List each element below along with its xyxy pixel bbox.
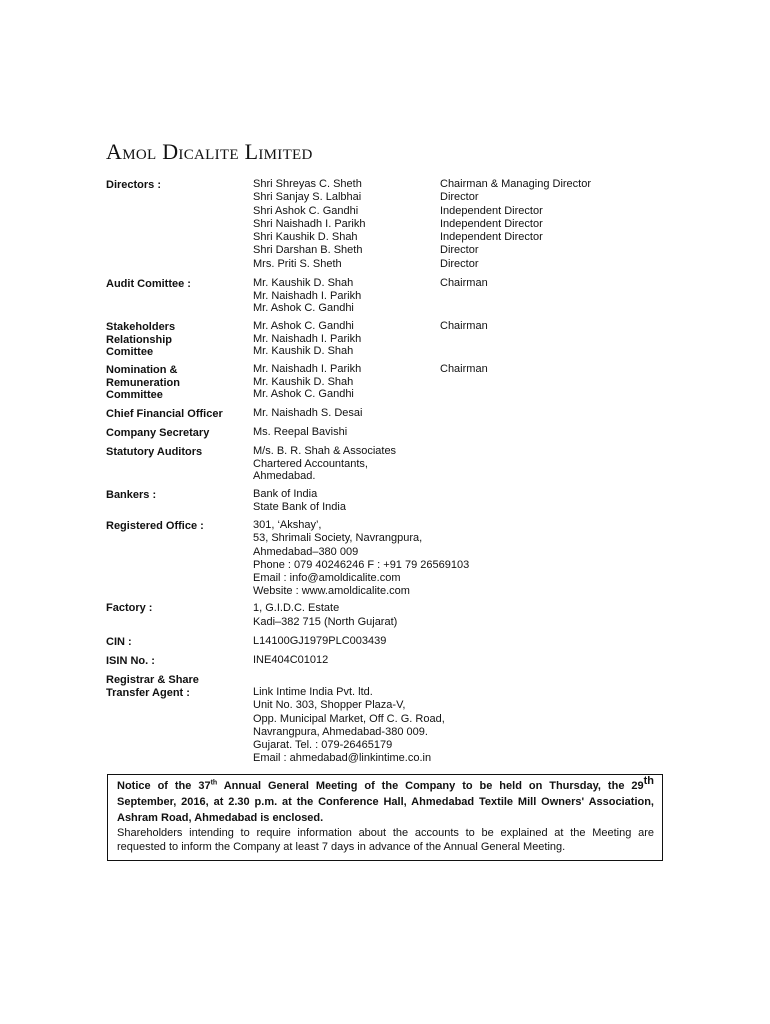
email-line: Email : info@amoldicalite.com	[253, 572, 401, 585]
factory-value	[253, 601, 397, 629]
registrar-value	[253, 686, 445, 766]
address-line: Link Intime India Pvt. ltd.	[253, 686, 373, 698]
label-line: Transfer Agent :	[106, 686, 190, 699]
notice-text-part: Annual General Meeting of the Company to be held on Thursday, the 29	[217, 780, 644, 792]
nomination-committee-members	[253, 363, 361, 401]
address-line: Opp. Municipal Market, Off C. G. Road,	[253, 712, 445, 725]
cin-value: L14100GJ1979PLC003439	[253, 635, 387, 647]
company-secretary-value: Ms. Reepal Bavishi	[253, 426, 348, 438]
committee-member: Mr. Ashok C. Gandhi	[253, 302, 354, 314]
chair-role: Chairman	[440, 320, 488, 332]
address-line: Ahmedabad.	[253, 470, 316, 482]
cin-label: CIN :	[106, 636, 132, 648]
ordinal-suffix: th	[643, 775, 655, 787]
director-role: Independent Director	[440, 204, 543, 217]
director-role: Director	[440, 257, 479, 270]
label-line: Comittee	[106, 346, 154, 358]
nomination-committee-label	[106, 364, 180, 402]
committee-member: Mr. Ashok C. Gandhi	[253, 388, 354, 400]
directors-names	[253, 178, 366, 271]
label-line: Registrar & Share	[106, 674, 199, 686]
stakeholders-committee-label	[106, 321, 175, 359]
director-role: Director	[440, 244, 479, 257]
label-line: Nomination &	[106, 364, 178, 376]
agm-notice-box	[107, 774, 663, 861]
directors-label: Directors :	[106, 179, 162, 191]
address-line: Unit No. 303, Shopper Plaza-V,	[253, 699, 406, 712]
directors-roles	[440, 178, 591, 271]
factory-label: Factory :	[106, 602, 153, 614]
label-line: Relationship	[106, 333, 173, 346]
audit-committee-chair-role	[440, 277, 488, 290]
statutory-auditors-value	[253, 445, 396, 483]
audit-committee-label: Audit Comittee :	[106, 278, 191, 290]
director-role: Director	[440, 191, 479, 204]
director-name: Shri Sanjay S. Lalbhai	[253, 191, 362, 204]
committee-member: Mr. Naishadh I. Parikh	[253, 363, 362, 375]
address-line: M/s. B. R. Shah & Associates	[253, 445, 397, 457]
director-name: Mrs. Priti S. Sheth	[253, 257, 342, 270]
director-name: Shri Shreyas C. Sheth	[253, 178, 362, 190]
registrar-label	[106, 674, 199, 699]
chair-role: Chairman	[440, 363, 488, 375]
address-line: Navrangpura, Ahmedabad-380 009.	[253, 725, 428, 738]
committee-member: Mr. Kaushik D. Shah	[253, 277, 354, 289]
chair-role: Chairman	[440, 277, 488, 289]
label-line: Committee	[106, 389, 163, 401]
nomination-committee-chair-role	[440, 363, 488, 376]
bankers-value	[253, 488, 346, 515]
address-line: 1, G.I.D.C. Estate	[253, 602, 340, 614]
phone-line: Phone : 079 40246246 F : +91 79 26569103	[253, 558, 470, 571]
label-line: Stakeholders	[106, 321, 176, 333]
ordinal-suffix: th	[210, 779, 218, 787]
stakeholders-committee-chair-role	[440, 320, 488, 333]
address-line: Ahmedabad–380 009	[253, 545, 359, 558]
director-name: Shri Darshan B. Sheth	[253, 244, 363, 257]
shareholder-instruction-text: Shareholders intending to require information about the accounts to be explained at the Meeting are requested to inform the Company at least 7 days in advance of the Annual General Meeting.	[117, 827, 654, 853]
statutory-auditors-label: Statutory Auditors	[106, 446, 203, 458]
phone-line: Gujarat. Tel. : 079-26465179	[253, 739, 393, 752]
director-name: Shri Naishadh I. Parikh	[253, 217, 366, 230]
agm-notice-text	[117, 775, 655, 826]
label-line: Remuneration	[106, 376, 180, 389]
email-line: Email : ahmedabad@linkintime.co.in	[253, 752, 432, 765]
director-name: Shri Ashok C. Gandhi	[253, 204, 359, 217]
director-role: Chairman & Managing Director	[440, 178, 592, 190]
committee-member: Mr. Ashok C. Gandhi	[253, 320, 354, 332]
registered-office-value	[253, 519, 469, 599]
director-role: Independent Director	[440, 217, 543, 230]
bank-name: State Bank of India	[253, 501, 346, 514]
address-line: Kadi–382 715 (North Gujarat)	[253, 616, 398, 628]
company-secretary-label: Company Secretary	[106, 427, 210, 439]
isin-value: INE404C01012	[253, 654, 329, 666]
address-line: 53, Shrimali Society, Navrangpura,	[253, 532, 423, 545]
notice-text-part: Notice of the 37	[117, 780, 211, 792]
cfo-value: Mr. Naishadh S. Desai	[253, 407, 363, 419]
committee-member: Mr. Naishadh I. Parikh	[253, 289, 362, 302]
bankers-label: Bankers :	[106, 489, 157, 501]
committee-member: Mr. Kaushik D. Shah	[253, 375, 354, 388]
address-line: Chartered Accountants,	[253, 457, 368, 470]
committee-member: Mr. Naishadh I. Parikh	[253, 332, 362, 345]
audit-committee-members	[253, 277, 361, 315]
director-role: Independent Director	[440, 231, 543, 244]
registered-office-label: Registered Office :	[106, 520, 204, 532]
committee-member: Mr. Kaushik D. Shah	[253, 345, 354, 357]
bank-name: Bank of India	[253, 488, 318, 500]
company-title: Amol Dicalite Limited	[106, 139, 313, 164]
address-line: 301, ‘Akshay’,	[253, 519, 322, 531]
stakeholders-committee-members	[253, 320, 361, 358]
director-name: Shri Kaushik D. Shah	[253, 231, 358, 244]
isin-label: ISIN No. :	[106, 655, 155, 667]
cfo-label: Chief Financial Officer	[106, 408, 223, 420]
notice-text-part: September, 2016, at 2.30 p.m. at the Conference Hall, Ahmedabad Textile Mill Owners' Association, Ashram Road, Ahmedabad is enclosed.	[117, 796, 654, 824]
website-line: Website : www.amoldicalite.com	[253, 585, 410, 598]
